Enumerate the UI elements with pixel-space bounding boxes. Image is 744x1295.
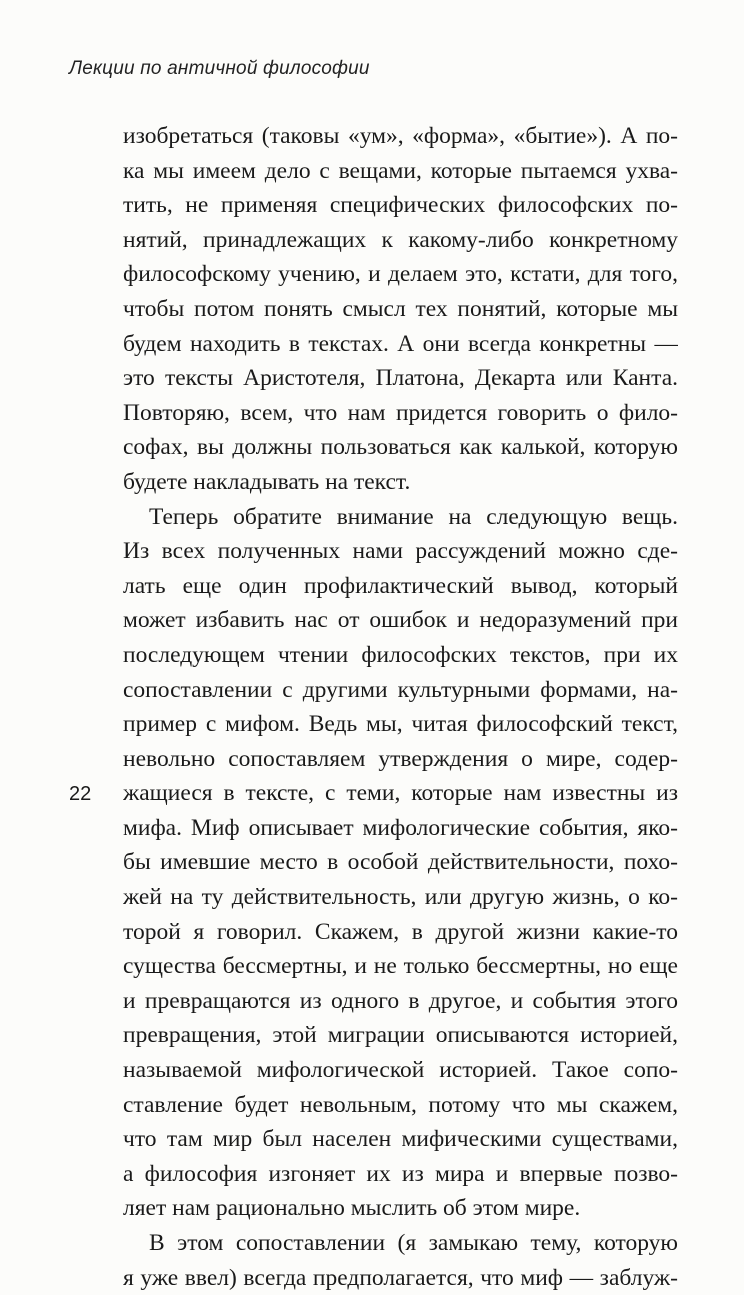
text-line: тить, не применяя специфических философских по-: [123, 192, 678, 219]
text-line: лать еще один профилактический вывод, который: [123, 572, 678, 599]
paragraph-end-line: будете накладывать на текст.: [123, 468, 411, 495]
text-line: ставление будет невольным, потому что мы скажем,: [123, 1091, 678, 1118]
text-line: Повторяю, всем, что нам придется говорить о фило-: [123, 399, 678, 426]
text-line: может избавить нас от ошибок и недоразумений при: [123, 607, 678, 634]
text-line: называемой мифологической историей. Такое сопо-: [123, 1057, 678, 1084]
text-line: жащиеся в тексте, с теми, которые нам известны из: [123, 780, 678, 807]
text-line: Из всех полученных нами рассуждений можно сде-: [123, 538, 678, 565]
text-line: а философия изгоняет их из мира и впервые позво-: [123, 1160, 678, 1187]
text-line: сопоставлении с другими культурными формами, на-: [123, 676, 678, 703]
text-line: торой я говорил. Скажем, в другой жизни какие-то: [123, 918, 678, 945]
text-line: и превращаются из одного в другое, и события этого: [123, 987, 678, 1014]
text-line: я уже ввел) всегда предполагается, что миф — заблуж-: [123, 1264, 678, 1291]
text-line: будем находить в текстах. А они всегда конкретны —: [123, 330, 678, 357]
text-line: философскому учению, и делаем это, кстати, для того,: [123, 261, 678, 288]
text-line: пример с мифом. Ведь мы, читая философский текст,: [123, 711, 678, 738]
text-line: ка мы имеем дело с вещами, которые пытаемся ухва-: [123, 157, 678, 184]
paragraph-start-line: Теперь обратите внимание на следующую вещь.: [149, 503, 678, 530]
paragraph-start-line: В этом сопоставлении (я замыкаю тему, которую: [149, 1230, 678, 1256]
text-line: жей на ту действительность, или другую жизнь, о ко-: [123, 884, 678, 911]
paragraph-end-line: ляет нам рационально мыслить об этом мире.: [123, 1195, 581, 1222]
text-line: нятий, принадлежащих к какому-либо конкретному: [123, 226, 678, 253]
text-line: существа бессмертны, и не только бессмертны, но еще: [123, 953, 678, 980]
running-header: Лекции по античной философии: [69, 58, 370, 79]
page-number: 22: [69, 783, 92, 805]
text-line: чтобы потом понять смысл тех понятий, которые мы: [123, 295, 678, 322]
text-line: последующем чтении философских текстов, при их: [123, 641, 678, 668]
text-line: изобретаться (таковы «ум», «форма», «бытие»). А по-: [123, 123, 678, 149]
text-line: что там мир был населен мифическими существами,: [123, 1126, 678, 1153]
text-line: софах, вы должны пользоваться как калькой, которую: [123, 434, 678, 461]
text-line: бы имевшие место в особой действительности, похо-: [123, 849, 678, 876]
text-line: превращения, этой миграции описываются историей,: [123, 1022, 678, 1049]
text-line: мифа. Миф описывает мифологические события, яко-: [123, 814, 678, 841]
body-text: [123, 119, 678, 1295]
text-line: невольно сопоставляем утверждения о мире, содер-: [123, 745, 678, 772]
text-line: это тексты Аристотеля, Платона, Декарта или Канта.: [123, 365, 678, 392]
